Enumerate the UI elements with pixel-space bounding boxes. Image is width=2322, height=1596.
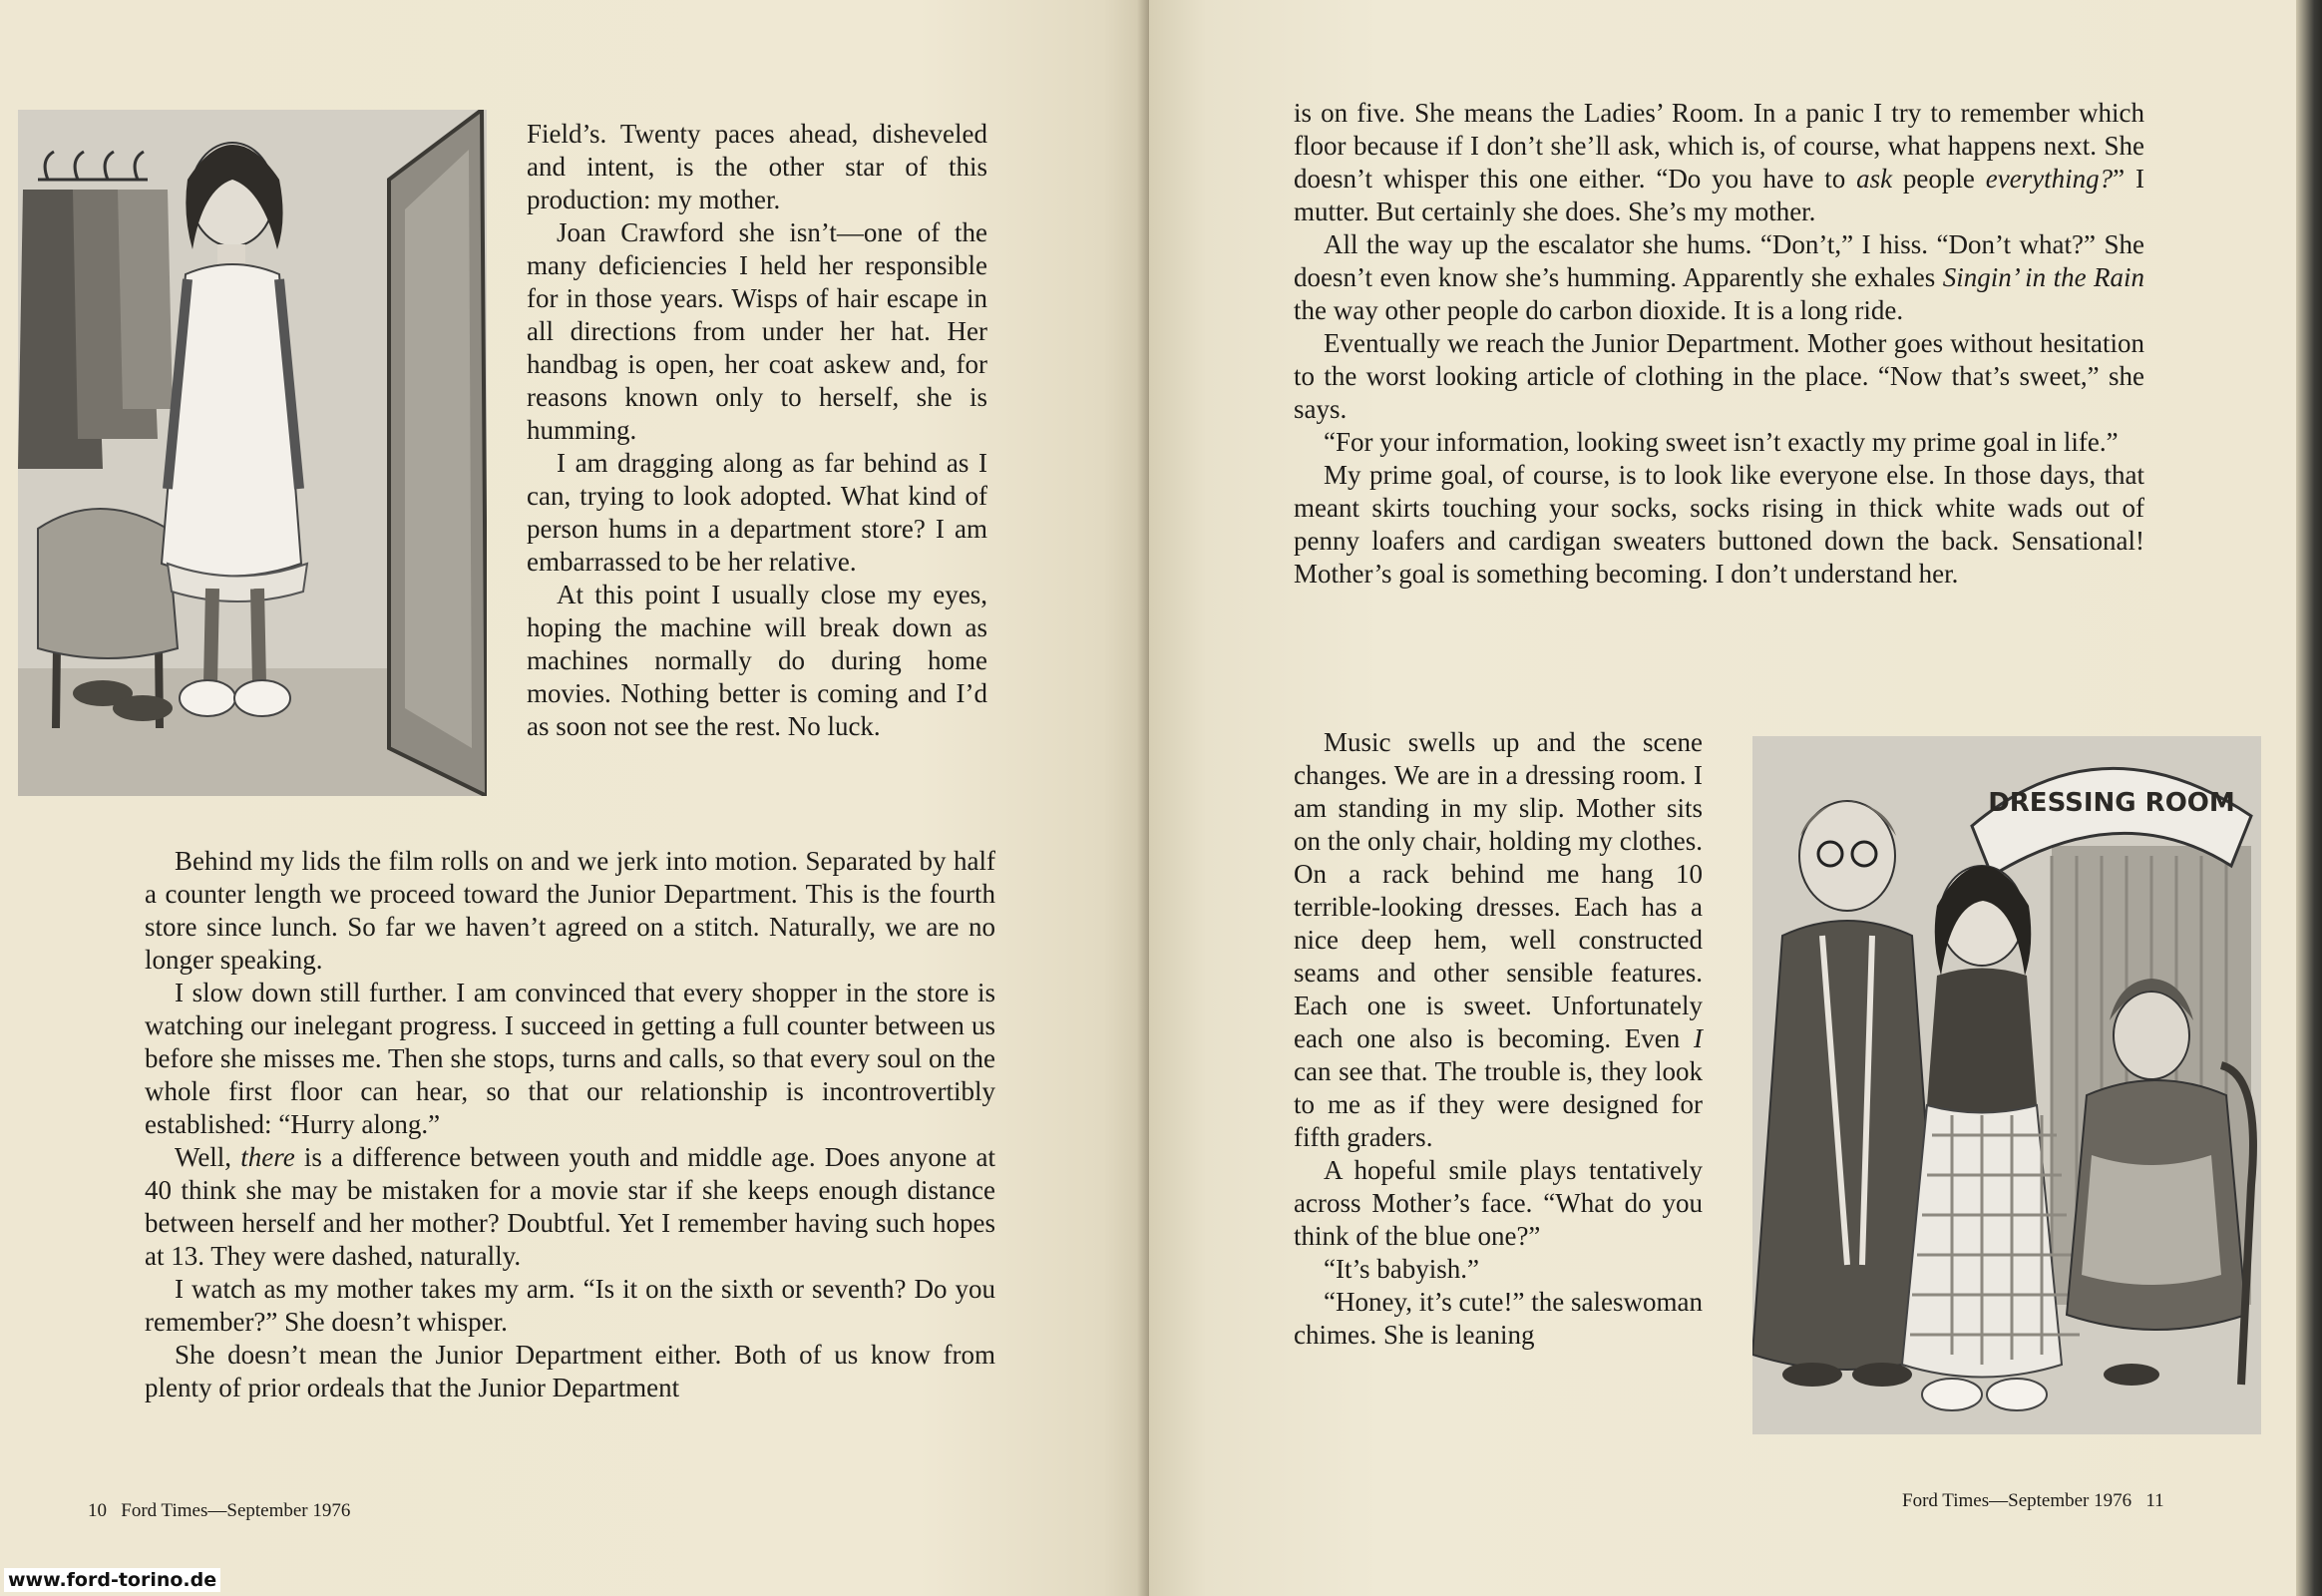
paragraph-there: Well, there is a difference between youth and middle age. Does anyone at 40 think she may be mistaken for a movie star if she keeps enough distance between herself and her mother? Doubtful. Yet I remember having such hopes at 13. They were dashed, naturally. xyxy=(145,1142,995,1271)
left-page xyxy=(0,0,1149,1596)
paragraph: My prime goal, of course, is to look like everyone else. In those days, that meant skirts touching your socks, socks rising in thick white wads out of penny loafers and cardigan sweaters buttoned down the back. Sensational! Mother’s goal is something becoming. I don’t understand her. xyxy=(1294,460,2144,589)
paragraph: “Honey, it’s cute!” the saleswoman chimes. She is leaning xyxy=(1294,1287,1703,1350)
page-edge xyxy=(2296,0,2322,1596)
right-folio: Ford Times—September 1976 11 xyxy=(1902,1490,2164,1511)
paragraph: “It’s babyish.” xyxy=(1324,1254,1479,1284)
right-page xyxy=(1149,0,2296,1596)
left-column-top xyxy=(527,118,987,743)
paragraph: Eventually we reach the Junior Department. Mother goes without hesitation to the worst looking article of clothing in the place. “Now that’s sweet,” she says. xyxy=(1294,328,2144,424)
paragraph: Behind my lids the film rolls on and we jerk into motion. Separated by half a counter length we proceed toward the Junior Department. This is the fourth store since lunch. So far we haven’t agreed on a stitch. Naturally, we are no longer speaking. xyxy=(145,846,995,975)
right-column-full xyxy=(1294,97,2144,591)
left-folio: 10 Ford Times—September 1976 xyxy=(88,1500,351,1521)
illustration-girl-at-mirror xyxy=(18,110,487,796)
dressing-room-sign: DRESSING ROOM xyxy=(1988,788,2235,818)
paragraph: At this point I usually close my eyes, hoping the machine will break down as machines normally do during home movies. Nothing better is coming and I’d as soon not see the rest. No luck. xyxy=(527,580,987,741)
paragraph: I am dragging along as far behind as I can, trying to look adopted. What kind of person hums in a department store? I am embarrassed to be her relative. xyxy=(527,448,987,577)
paragraph: I slow down still further. I am convinced that every shopper in the store is watching our inelegant progress. I succeed in getting a full counter between us before she misses me. Then she stops, turns and calls, so that every soul on the whole first floor can hear, so that our relationship is incontrovertibly established: “Hurry along.” xyxy=(145,978,995,1139)
illustration-dressing-room xyxy=(1752,736,2261,1434)
paragraph: She doesn’t mean the Junior Department either. Both of us know from plenty of prior ordeals that the Junior Department xyxy=(145,1340,995,1402)
paragraph: is on five. She means the Ladies’ Room. In a panic I try to remember which floor because if I don’t she’ll ask, which is, of course, what happens next. She doesn’t whisper this one either. “Do you have to ask people everything?” I mutter. But certainly she does. She’s my mother. xyxy=(1294,98,2144,226)
paragraph: “For your information, looking sweet isn’t exactly my prime goal in life.” xyxy=(1324,427,2119,457)
paragraph: All the way up the escalator she hums. “Don’t,” I hiss. “Don’t what?” She doesn’t even know she’s humming. Apparently she exhales Singin’ in the Rain the way other people do carbon dioxide. It is a long ride. xyxy=(1294,229,2144,325)
paragraph: Joan Crawford she isn’t—one of the many deficiencies I held her responsible for in those years. Wisps of hair escape in all directions from under her hat. Her handbag is open, her coat askew and, for reasons known only to herself, she is humming. xyxy=(527,217,987,445)
paragraph: Music swells up and the scene changes. We are in a dressing room. I am standing in my slip. Mother sits on the only chair, holding my clothes. On a rack behind me hang 10 terrible-looking dresses. Each has a nice deep hem, well constructed seams and other sensible features. Each one is sweet. Unfortunately each one also is becoming. Even I can see that. The trouble is, they look to me as if they were designed for fifth graders. xyxy=(1294,727,1703,1152)
girl-at-mirror-drawing xyxy=(18,110,487,796)
paragraph: I watch as my mother takes my arm. “Is it on the sixth or seventh? Do you remember?” She doesn’t whisper. xyxy=(145,1274,995,1337)
left-column-full xyxy=(145,845,995,1404)
right-column-narrow xyxy=(1294,726,1703,1352)
paragraph: A hopeful smile plays tentatively across Mother’s face. “What do you think of the blue one?” xyxy=(1294,1155,1703,1251)
paragraph: Field’s. Twenty paces ahead, disheveled and intent, is the other star of this production: my mother. xyxy=(527,119,987,214)
dressing-room-drawing xyxy=(1752,736,2261,1434)
watermark: www.ford-torino.de xyxy=(4,1568,220,1592)
